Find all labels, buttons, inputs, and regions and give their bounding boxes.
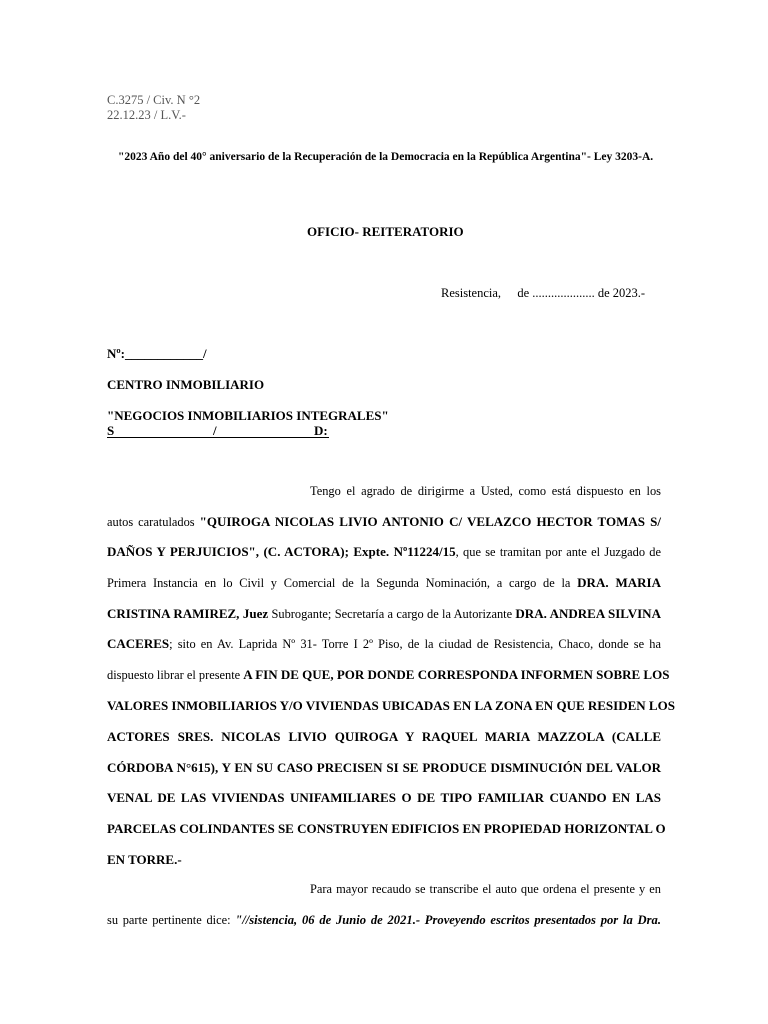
request-text: EN TORRE.- — [107, 852, 182, 867]
place-date — [441, 286, 645, 301]
date-de: de — [517, 286, 530, 300]
oficio-number: Nº:____________/ — [107, 346, 207, 361]
date-initials: 22.12.23 / L.V.- — [107, 108, 186, 122]
text-span: ; sito en Av. Laprida Nº 31- Torre I 2º Piso, de la ciudad de Resistencia, Chaco, donde se ha — [169, 637, 661, 651]
body-line-10 — [107, 760, 661, 776]
date-dots: .................... — [532, 286, 595, 300]
secretary-name: DRA. ANDREA SILVINA — [515, 606, 661, 621]
sd-s: S — [107, 423, 115, 438]
city: Resistencia, — [441, 286, 502, 300]
request-text: VENAL DE LAS VIVIENDAS UNIFAMILIARES O DE TIPO FAMILIAR CUANDO EN LAS — [107, 790, 661, 805]
body-line-8 — [107, 698, 675, 714]
sd-line — [107, 423, 329, 438]
sd-slash: / — [213, 423, 217, 438]
request-text: VALORES INMOBILIARIOS Y/O VIVIENDAS UBICADAS EN LA ZONA EN QUE RESIDEN LOS — [107, 698, 675, 713]
quoted-ruling: "//sistencia, 06 de Junio de 2021.- Proveyendo escritos presentados por la Dra. — [235, 913, 661, 927]
request-text: CÓRDOBA N°615), Y EN SU CASO PRECISEN SI SE PRODUCE DISMINUCIÓN DEL VALOR — [107, 760, 661, 775]
body-line-1: Tengo el agrado de dirigirme a Usted, como está dispuesto en los — [310, 484, 661, 498]
document-title: OFICIO- REITERATORIO — [307, 224, 464, 239]
body-line-11 — [107, 790, 661, 806]
case-reference: C.3275 / Civ. N °2 — [107, 93, 201, 107]
body-line-13 — [107, 852, 661, 868]
case-title-end: DAÑOS Y PERJUICIOS", (C. ACTORA); Expte. Nº11224/15 — [107, 544, 456, 559]
request-text: ACTORES SRES. NICOLAS LIVIO QUIROGA Y RAQUEL MARIA MAZZOLA (CALLE — [107, 729, 661, 744]
text-span: su parte pertinente dice: — [107, 913, 231, 927]
addressee-line-1: CENTRO INMOBILIARIO — [107, 377, 265, 392]
text-span: Primera Instancia en lo Civil y Comercial de la Segunda Nominación, a cargo de la — [107, 576, 571, 590]
date-year: de 2023.- — [597, 286, 646, 300]
body-line-9 — [107, 729, 661, 745]
request-text: A FIN DE QUE, POR DONDE CORRESPONDA INFORMEN SOBRE LOS — [243, 667, 670, 682]
text-span: dispuesto librar el presente — [107, 668, 241, 682]
request-text: PARCELAS COLINDANTES SE CONSTRUYEN EDIFICIOS EN PROPIEDAD HORIZONTAL O — [107, 821, 666, 836]
judge-name: DRA. MARIA — [577, 575, 661, 590]
body-line-2 — [107, 514, 661, 530]
body-line-6 — [107, 636, 661, 652]
body-line-7 — [107, 667, 670, 683]
judge-name-end: CRISTINA RAMIREZ, Juez — [107, 606, 269, 621]
body-line-4 — [107, 575, 661, 591]
sd-d: D: — [314, 423, 328, 438]
text-span: , que se tramitan por ante el Juzgado de — [455, 545, 661, 559]
body-line-14: Para mayor recaudo se transcribe el auto que ordena el presente y en — [310, 882, 661, 896]
body-line-3 — [107, 544, 661, 560]
secretary-name-end: CACERES — [107, 636, 170, 651]
motto-line: "2023 Año del 40° aniversario de la Recuperación de la Democracia en la República Argentina"- Ley 3203-A. — [118, 151, 654, 163]
body-line-5 — [107, 606, 661, 622]
case-title: "QUIROGA NICOLAS LIVIO ANTONIO C/ VELAZCO HECTOR TOMAS S/ — [199, 514, 661, 529]
body-line-12 — [107, 821, 666, 837]
text-span: Subrogante; Secretaría a cargo de la Autorizante — [271, 607, 513, 621]
text-span: autos caratulados — [107, 515, 195, 529]
addressee-line-2: "NEGOCIOS INMOBILIARIOS INTEGRALES" — [107, 408, 389, 423]
body-line-15 — [107, 913, 661, 928]
